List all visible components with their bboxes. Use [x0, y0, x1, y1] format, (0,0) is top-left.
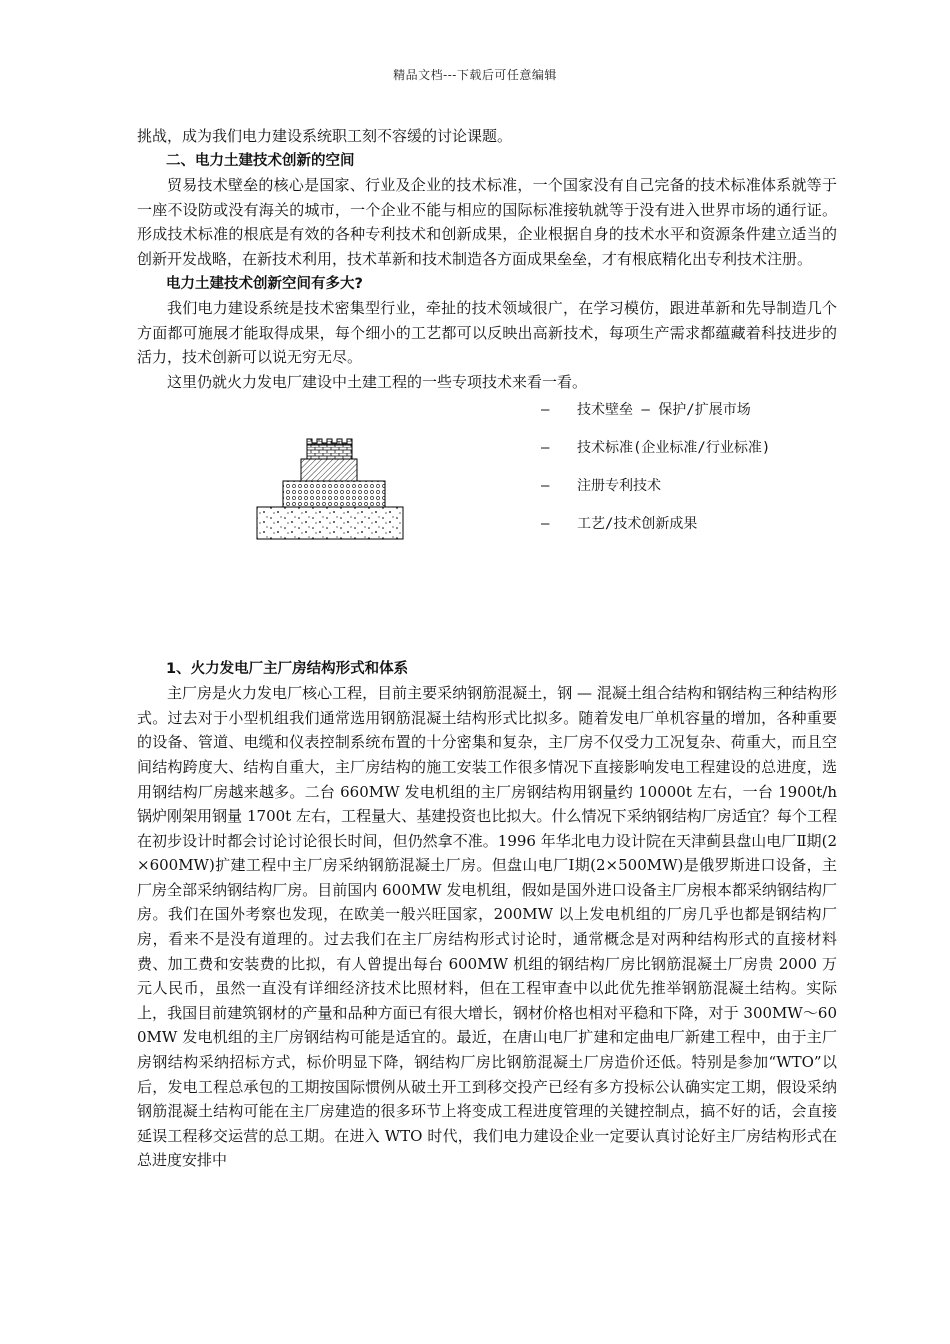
paragraph-innovation: 我们电力建设系统是技术密集型行业，牵扯的技术领域很广，在学习模仿，跟进革新和先导制造几个方面都可施展才能取得成果，每个细小的工艺都可以反映出高新技术，每项生产需求都蕴藏着科技进步的活力，技术创新可以说无穷无尽。	[137, 299, 837, 367]
subheading-innovation-space: 电力土建技术创新空间有多大?	[166, 275, 363, 292]
paragraph-main-building: 主厂房是火力发电厂核心工程，目前主要采纳钢筋混凝土，钢 — 混凝土组合结构和钢结构三种结构形式。过去对于小型机组我们通常选用钢筋混凝土结构形式比拟多。随着发电厂单机容量的增加，各种重要的设备、管道、电缆和仪表控制系统布置的十分密集和复杂，主厂房不仅受力工况复杂、荷重大，而且空间结构跨度大、结构自重大，主厂房结构的施工安装工作很多情况下直接影响发电工程建设的总进度，选用钢结构厂房越来越多。二台 660MW 发电机组的主厂房钢结构用钢量约 10000t 左右，一台 1900t/h 锅炉刚架用钢量 1700t 左右，工程量大、基建投资也比拟大。什么情况下采纳钢结构厂房适宜？每个工程在初步设计时都会讨论讨论很长时间，但仍然拿不准。1996 年华北电力设计院在天津蓟县盘山电厂Ⅱ期(2×600MW)扩建工程中主厂房采纳钢筋混凝土厂房。但盘山电厂Ⅰ期(2×500MW)是俄罗斯进口设备，主厂房全部采纳钢结构厂房。目前国内 600MW 发电机组，假如是国外进口设备主厂房根本都采纳钢结构厂房。我们在国外考察也发现，在欧美一般兴旺国家，200MW 以上发电机组的厂房几乎也都是钢结构厂房，看来不是没有道理的。过去我们在主厂房结构形式讨论时，通常概念是对两种结构形式的直接材料费、加工费和安装费的比拟，有人曾提出每台 600MW 机组的钢结构厂房比钢筋混凝土厂房贵 2000 万元人民币，虽然一直没有详细经济技术比照材料，但在工程审查中以此优先推举钢筋混凝土结构。实际上，我国目前建筑钢材的产量和品种方面已有很大增长，钢材价格也相对平稳和下降，对于 300MW～600MW 发电机组的主厂房钢结构可能是适宜的。最近，在唐山电厂扩建和定曲电厂新建工程中，由于主厂房钢结构采纳招标方式，标价明显下降，钢结构厂房比钢筋混凝土厂房造价还低。特别是参加“WTO”以后，发电工程总承包的工期按国际惯例从破土开工到移交投产已经有多方投标公认确实定工期，假设采纳钢筋混凝土结构可能在主厂房建造的很多环节上将变成工程进度管理的关键控制点，搞不好的话，会直接延误工程移交运营的总工期。在进入 WTO 时代，我们电力建设企业一定要认真讨论好主厂房结构形式在总进度安排中	[137, 684, 837, 1170]
legend-label: 工艺/技术创新成果	[577, 515, 698, 532]
legend-dash: —	[541, 439, 550, 456]
pyramid-legend	[541, 399, 770, 551]
paragraph-continuation: 挑战，成为我们电力建设系统职工刻不容缓的讨论课题。	[137, 127, 513, 145]
legend-item-patent	[541, 475, 770, 513]
legend-label: 技术壁垒 — 保护/扩展市场	[577, 401, 751, 418]
pyramid-diagram	[255, 435, 415, 555]
section-heading-2: 二、电力土建技术创新的空间	[166, 152, 355, 169]
legend-dash: —	[541, 401, 550, 418]
legend-label: 技术标准(企业标准/行业标准)	[577, 439, 771, 456]
legend-dash: —	[541, 477, 550, 494]
legend-item-technical-standard	[541, 437, 770, 475]
legend-label: 注册专利技术	[577, 477, 661, 494]
section-heading-main-building: 1、火力发电厂主厂房结构形式和体系	[166, 660, 409, 677]
paragraph-trade-barriers: 贸易技术壁垒的核心是国家、行业及企业的技术标准，一个国家没有自己完备的技术标准体系就等于一座不设防或没有海关的城市，一个企业不能与相应的国际标准接轨就等于没有进入世界市场的通行证。形成技术标准的根底是有效的各种专利技术和创新成果，企业根据自身的技术水平和资源条件建立适当的创新开发战略，在新技术利用，技术革新和技术制造各方面成果垒垒，才有根底精化出专利技术注册。	[137, 176, 837, 268]
page-header: 精品文档---下载后可任意编辑	[393, 68, 557, 82]
legend-dash: —	[541, 515, 550, 532]
document-body	[137, 124, 837, 1173]
legend-item-innovation	[541, 513, 770, 551]
paragraph-intro-thermal: 这里仍就火力发电厂建设中土建工程的一些专项技术来看一看。	[167, 372, 588, 391]
legend-item-technical-barrier	[541, 399, 770, 437]
pyramid-figure	[137, 395, 837, 657]
